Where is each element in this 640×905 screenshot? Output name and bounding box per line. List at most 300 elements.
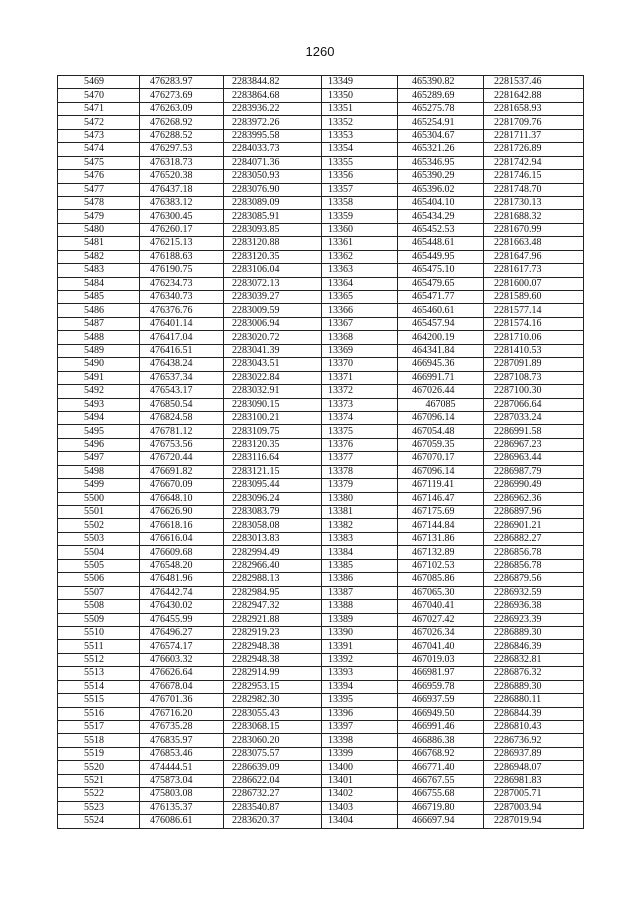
y-coordinate-2-cell: 2286937.89 — [484, 747, 584, 760]
point-id-cell: 5523 — [58, 801, 140, 814]
y-coordinate-2-cell: 2287019.94 — [484, 815, 584, 828]
table-row — [58, 156, 584, 169]
point-id-cell: 5515 — [58, 694, 140, 707]
y-coordinate-cell: 2282966.40 — [224, 559, 322, 572]
y-coordinate-2-cell: 2281617.73 — [484, 264, 584, 277]
point-id-2-cell: 13352 — [322, 116, 398, 129]
point-id-cell: 5481 — [58, 237, 140, 250]
y-coordinate-cell: 2283083.79 — [224, 506, 322, 519]
point-id-2-cell: 13395 — [322, 694, 398, 707]
y-coordinate-2-cell: 2287003.94 — [484, 801, 584, 814]
table-row — [58, 788, 584, 801]
y-coordinate-2-cell: 2281688.32 — [484, 210, 584, 223]
table-row — [58, 250, 584, 263]
x-coordinate-cell: 476188.63 — [140, 250, 224, 263]
y-coordinate-cell: 2283072.13 — [224, 277, 322, 290]
y-coordinate-cell: 2283076.90 — [224, 183, 322, 196]
x-coordinate-cell: 476263.09 — [140, 102, 224, 115]
y-coordinate-2-cell: 2286889.30 — [484, 626, 584, 639]
y-coordinate-2-cell: 2281746.15 — [484, 170, 584, 183]
point-id-cell: 5480 — [58, 223, 140, 236]
point-id-cell: 5498 — [58, 465, 140, 478]
table-row — [58, 694, 584, 707]
y-coordinate-2-cell: 2281710.06 — [484, 331, 584, 344]
y-coordinate-cell: 2283120.35 — [224, 250, 322, 263]
x-coordinate-2-cell: 467146.47 — [398, 492, 484, 505]
x-coordinate-cell: 476626.64 — [140, 667, 224, 680]
point-id-2-cell: 13374 — [322, 411, 398, 424]
y-coordinate-cell: 2282947.32 — [224, 600, 322, 613]
table-row — [58, 277, 584, 290]
y-coordinate-cell: 2283995.58 — [224, 129, 322, 142]
x-coordinate-2-cell: 465452.53 — [398, 223, 484, 236]
y-coordinate-cell: 2283120.88 — [224, 237, 322, 250]
x-coordinate-cell: 476574.17 — [140, 640, 224, 653]
point-id-cell: 5524 — [58, 815, 140, 828]
x-coordinate-2-cell: 465449.95 — [398, 250, 484, 263]
point-id-cell: 5469 — [58, 76, 140, 89]
x-coordinate-2-cell: 466959.78 — [398, 680, 484, 693]
y-coordinate-cell: 2284071.36 — [224, 156, 322, 169]
y-coordinate-2-cell: 2286879.56 — [484, 573, 584, 586]
point-id-2-cell: 13363 — [322, 264, 398, 277]
y-coordinate-2-cell: 2281748.70 — [484, 183, 584, 196]
table-row — [58, 411, 584, 424]
x-coordinate-2-cell: 465346.95 — [398, 156, 484, 169]
y-coordinate-2-cell: 2286876.32 — [484, 667, 584, 680]
point-id-2-cell: 13370 — [322, 358, 398, 371]
point-id-cell: 5474 — [58, 143, 140, 156]
point-id-2-cell: 13350 — [322, 89, 398, 102]
y-coordinate-2-cell: 2281670.99 — [484, 223, 584, 236]
x-coordinate-2-cell: 467059.35 — [398, 438, 484, 451]
x-coordinate-cell: 476376.76 — [140, 304, 224, 317]
y-coordinate-cell: 2283055.43 — [224, 707, 322, 720]
point-id-cell: 5502 — [58, 519, 140, 532]
x-coordinate-2-cell: 467041.40 — [398, 640, 484, 653]
y-coordinate-2-cell: 2281726.89 — [484, 143, 584, 156]
y-coordinate-cell: 2282948.38 — [224, 653, 322, 666]
x-coordinate-2-cell: 467054.48 — [398, 425, 484, 438]
point-id-cell: 5513 — [58, 667, 140, 680]
point-id-cell: 5496 — [58, 438, 140, 451]
x-coordinate-cell: 476616.04 — [140, 532, 224, 545]
point-id-cell: 5488 — [58, 331, 140, 344]
x-coordinate-cell: 476340.73 — [140, 291, 224, 304]
x-coordinate-cell: 476135.37 — [140, 801, 224, 814]
table-row — [58, 546, 584, 559]
point-id-cell: 5519 — [58, 747, 140, 760]
point-id-cell: 5510 — [58, 626, 140, 639]
x-coordinate-cell: 476401.14 — [140, 317, 224, 330]
table-row — [58, 479, 584, 492]
x-coordinate-cell: 476720.44 — [140, 452, 224, 465]
y-coordinate-cell: 2283106.04 — [224, 264, 322, 277]
x-coordinate-cell: 475803.08 — [140, 788, 224, 801]
point-id-cell: 5499 — [58, 479, 140, 492]
x-coordinate-2-cell: 465304.67 — [398, 129, 484, 142]
y-coordinate-2-cell: 2286967.23 — [484, 438, 584, 451]
table-row — [58, 425, 584, 438]
point-id-cell: 5472 — [58, 116, 140, 129]
point-id-cell: 5475 — [58, 156, 140, 169]
x-coordinate-cell: 476416.51 — [140, 344, 224, 357]
y-coordinate-cell: 2282921.88 — [224, 613, 322, 626]
x-coordinate-cell: 476670.09 — [140, 479, 224, 492]
point-id-2-cell: 13373 — [322, 398, 398, 411]
point-id-2-cell: 13361 — [322, 237, 398, 250]
table-row — [58, 586, 584, 599]
point-id-2-cell: 13384 — [322, 546, 398, 559]
table-row — [58, 438, 584, 451]
x-coordinate-2-cell: 467040.41 — [398, 600, 484, 613]
point-id-cell: 5518 — [58, 734, 140, 747]
x-coordinate-2-cell: 465390.29 — [398, 170, 484, 183]
point-id-2-cell: 13392 — [322, 653, 398, 666]
point-id-cell: 5484 — [58, 277, 140, 290]
y-coordinate-2-cell: 2287066.64 — [484, 398, 584, 411]
x-coordinate-cell: 476835.97 — [140, 734, 224, 747]
y-coordinate-cell: 2283058.08 — [224, 519, 322, 532]
x-coordinate-2-cell: 467096.14 — [398, 411, 484, 424]
point-id-cell: 5509 — [58, 613, 140, 626]
x-coordinate-cell: 476190.75 — [140, 264, 224, 277]
x-coordinate-cell: 476853.46 — [140, 747, 224, 760]
y-coordinate-2-cell: 2281537.46 — [484, 76, 584, 89]
table-row — [58, 344, 584, 357]
y-coordinate-cell: 2283089.09 — [224, 196, 322, 209]
point-id-2-cell: 13382 — [322, 519, 398, 532]
y-coordinate-cell: 2283009.59 — [224, 304, 322, 317]
table-row — [58, 801, 584, 814]
table-row — [58, 129, 584, 142]
point-id-2-cell: 13376 — [322, 438, 398, 451]
table-row — [58, 116, 584, 129]
point-id-cell: 5482 — [58, 250, 140, 263]
table-row — [58, 600, 584, 613]
x-coordinate-cell: 476268.92 — [140, 116, 224, 129]
x-coordinate-cell: 476824.58 — [140, 411, 224, 424]
x-coordinate-cell: 476283.97 — [140, 76, 224, 89]
table-row — [58, 291, 584, 304]
point-id-2-cell: 13390 — [322, 626, 398, 639]
y-coordinate-cell: 2283844.82 — [224, 76, 322, 89]
x-coordinate-2-cell: 466981.97 — [398, 667, 484, 680]
x-coordinate-2-cell: 466949.50 — [398, 707, 484, 720]
y-coordinate-2-cell: 2286948.07 — [484, 761, 584, 774]
table-row — [58, 264, 584, 277]
x-coordinate-2-cell: 467132.89 — [398, 546, 484, 559]
x-coordinate-2-cell: 465289.69 — [398, 89, 484, 102]
point-id-cell: 5487 — [58, 317, 140, 330]
x-coordinate-cell: 476215.13 — [140, 237, 224, 250]
x-coordinate-cell: 476318.73 — [140, 156, 224, 169]
y-coordinate-cell: 2283120.35 — [224, 438, 322, 451]
y-coordinate-2-cell: 2286736.92 — [484, 734, 584, 747]
point-id-2-cell: 13396 — [322, 707, 398, 720]
point-id-cell: 5514 — [58, 680, 140, 693]
x-coordinate-2-cell: 465471.77 — [398, 291, 484, 304]
y-coordinate-cell: 2283041.39 — [224, 344, 322, 357]
point-id-2-cell: 13383 — [322, 532, 398, 545]
y-coordinate-2-cell: 2286991.58 — [484, 425, 584, 438]
table-row — [58, 210, 584, 223]
table-row — [58, 452, 584, 465]
x-coordinate-cell: 476086.61 — [140, 815, 224, 828]
x-coordinate-2-cell: 466719.80 — [398, 801, 484, 814]
y-coordinate-cell: 2282919.23 — [224, 626, 322, 639]
y-coordinate-cell: 2283090.15 — [224, 398, 322, 411]
point-id-cell: 5489 — [58, 344, 140, 357]
table-row — [58, 707, 584, 720]
y-coordinate-2-cell: 2281711.37 — [484, 129, 584, 142]
y-coordinate-cell: 2283013.83 — [224, 532, 322, 545]
point-id-2-cell: 13356 — [322, 170, 398, 183]
x-coordinate-cell: 476716.20 — [140, 707, 224, 720]
x-coordinate-2-cell: 466945.36 — [398, 358, 484, 371]
x-coordinate-2-cell: 467070.17 — [398, 452, 484, 465]
x-coordinate-cell: 476753.56 — [140, 438, 224, 451]
point-id-cell: 5500 — [58, 492, 140, 505]
table-row — [58, 89, 584, 102]
point-id-cell: 5517 — [58, 721, 140, 734]
point-id-2-cell: 13394 — [322, 680, 398, 693]
y-coordinate-cell: 2282953.15 — [224, 680, 322, 693]
table-row — [58, 183, 584, 196]
x-coordinate-2-cell: 466937.59 — [398, 694, 484, 707]
x-coordinate-cell: 476850.54 — [140, 398, 224, 411]
x-coordinate-cell: 476735.28 — [140, 721, 224, 734]
y-coordinate-2-cell: 2281730.13 — [484, 196, 584, 209]
y-coordinate-2-cell: 2286936.38 — [484, 600, 584, 613]
y-coordinate-cell: 2282948.38 — [224, 640, 322, 653]
coordinates-table-body — [58, 76, 584, 829]
y-coordinate-cell: 2283068.15 — [224, 721, 322, 734]
point-id-2-cell: 13404 — [322, 815, 398, 828]
point-id-2-cell: 13354 — [322, 143, 398, 156]
y-coordinate-cell: 2283085.91 — [224, 210, 322, 223]
table-row — [58, 304, 584, 317]
point-id-cell: 5492 — [58, 385, 140, 398]
point-id-cell: 5522 — [58, 788, 140, 801]
point-id-2-cell: 13389 — [322, 613, 398, 626]
point-id-2-cell: 13357 — [322, 183, 398, 196]
y-coordinate-cell: 2283006.94 — [224, 317, 322, 330]
y-coordinate-2-cell: 2286832.81 — [484, 653, 584, 666]
y-coordinate-cell: 2283540.87 — [224, 801, 322, 814]
point-id-cell: 5495 — [58, 425, 140, 438]
y-coordinate-2-cell: 2286923.39 — [484, 613, 584, 626]
y-coordinate-cell: 2283116.64 — [224, 452, 322, 465]
point-id-2-cell: 13364 — [322, 277, 398, 290]
y-coordinate-2-cell: 2286880.11 — [484, 694, 584, 707]
table-row — [58, 613, 584, 626]
point-id-2-cell: 13360 — [322, 223, 398, 236]
y-coordinate-cell: 2283093.85 — [224, 223, 322, 236]
y-coordinate-cell: 2283043.51 — [224, 358, 322, 371]
x-coordinate-2-cell: 466697.94 — [398, 815, 484, 828]
y-coordinate-cell: 2286732.27 — [224, 788, 322, 801]
point-id-2-cell: 13366 — [322, 304, 398, 317]
point-id-cell: 5503 — [58, 532, 140, 545]
point-id-cell: 5473 — [58, 129, 140, 142]
y-coordinate-cell: 2282988.13 — [224, 573, 322, 586]
point-id-cell: 5511 — [58, 640, 140, 653]
point-id-2-cell: 13358 — [322, 196, 398, 209]
x-coordinate-2-cell: 465321.26 — [398, 143, 484, 156]
point-id-2-cell: 13368 — [322, 331, 398, 344]
point-id-2-cell: 13386 — [322, 573, 398, 586]
table-row — [58, 653, 584, 666]
y-coordinate-cell: 2283020.72 — [224, 331, 322, 344]
x-coordinate-cell: 475873.04 — [140, 774, 224, 787]
table-row — [58, 506, 584, 519]
x-coordinate-cell: 476520.38 — [140, 170, 224, 183]
x-coordinate-2-cell: 467085.86 — [398, 573, 484, 586]
x-coordinate-cell: 476297.53 — [140, 143, 224, 156]
x-coordinate-2-cell: 466991.71 — [398, 371, 484, 384]
table-row — [58, 371, 584, 384]
point-id-2-cell: 13403 — [322, 801, 398, 814]
y-coordinate-cell: 2283936.22 — [224, 102, 322, 115]
x-coordinate-cell: 476496.27 — [140, 626, 224, 639]
point-id-cell: 5507 — [58, 586, 140, 599]
table-row — [58, 761, 584, 774]
y-coordinate-2-cell: 2286987.79 — [484, 465, 584, 478]
y-coordinate-2-cell: 2286856.78 — [484, 559, 584, 572]
point-id-2-cell: 13371 — [322, 371, 398, 384]
point-id-2-cell: 13372 — [322, 385, 398, 398]
y-coordinate-2-cell: 2286990.49 — [484, 479, 584, 492]
point-id-2-cell: 13388 — [322, 600, 398, 613]
table-row — [58, 358, 584, 371]
x-coordinate-2-cell: 467102.53 — [398, 559, 484, 572]
x-coordinate-2-cell: 464200.19 — [398, 331, 484, 344]
point-id-2-cell: 13367 — [322, 317, 398, 330]
y-coordinate-2-cell: 2281589.60 — [484, 291, 584, 304]
x-coordinate-2-cell: 466755.68 — [398, 788, 484, 801]
point-id-cell: 5491 — [58, 371, 140, 384]
x-coordinate-2-cell: 465396.02 — [398, 183, 484, 196]
point-id-cell: 5504 — [58, 546, 140, 559]
x-coordinate-cell: 476288.52 — [140, 129, 224, 142]
point-id-cell: 5485 — [58, 291, 140, 304]
point-id-cell: 5471 — [58, 102, 140, 115]
x-coordinate-cell: 476609.68 — [140, 546, 224, 559]
y-coordinate-2-cell: 2281742.94 — [484, 156, 584, 169]
y-coordinate-cell: 2286622.04 — [224, 774, 322, 787]
point-id-2-cell: 13362 — [322, 250, 398, 263]
x-coordinate-cell: 476260.17 — [140, 223, 224, 236]
x-coordinate-2-cell: 465457.94 — [398, 317, 484, 330]
x-coordinate-2-cell: 465475.10 — [398, 264, 484, 277]
x-coordinate-cell: 476430.02 — [140, 600, 224, 613]
point-id-2-cell: 13401 — [322, 774, 398, 787]
x-coordinate-cell: 476438.24 — [140, 358, 224, 371]
y-coordinate-2-cell: 2287108.73 — [484, 371, 584, 384]
point-id-cell: 5477 — [58, 183, 140, 196]
x-coordinate-cell: 476234.73 — [140, 277, 224, 290]
y-coordinate-cell: 2284033.73 — [224, 143, 322, 156]
x-coordinate-2-cell: 466767.55 — [398, 774, 484, 787]
x-coordinate-2-cell: 466768.92 — [398, 747, 484, 760]
table-row — [58, 573, 584, 586]
point-id-cell: 5478 — [58, 196, 140, 209]
x-coordinate-2-cell: 467096.14 — [398, 465, 484, 478]
x-coordinate-cell: 476437.18 — [140, 183, 224, 196]
y-coordinate-2-cell: 2281574.16 — [484, 317, 584, 330]
x-coordinate-2-cell: 465275.78 — [398, 102, 484, 115]
point-id-2-cell: 13351 — [322, 102, 398, 115]
x-coordinate-cell: 476300.45 — [140, 210, 224, 223]
table-row — [58, 465, 584, 478]
y-coordinate-2-cell: 2286882.27 — [484, 532, 584, 545]
point-id-cell: 5516 — [58, 707, 140, 720]
y-coordinate-2-cell: 2281642.88 — [484, 89, 584, 102]
y-coordinate-cell: 2283121.15 — [224, 465, 322, 478]
point-id-2-cell: 13402 — [322, 788, 398, 801]
table-row — [58, 196, 584, 209]
x-coordinate-cell: 476273.69 — [140, 89, 224, 102]
point-id-2-cell: 13369 — [322, 344, 398, 357]
table-row — [58, 223, 584, 236]
y-coordinate-cell: 2283095.44 — [224, 479, 322, 492]
table-row — [58, 317, 584, 330]
x-coordinate-cell: 476691.82 — [140, 465, 224, 478]
x-coordinate-2-cell: 467026.34 — [398, 626, 484, 639]
y-coordinate-2-cell: 2286901.21 — [484, 519, 584, 532]
table-row — [58, 519, 584, 532]
y-coordinate-2-cell: 2286932.59 — [484, 586, 584, 599]
x-coordinate-cell: 476701.36 — [140, 694, 224, 707]
table-row — [58, 492, 584, 505]
point-id-2-cell: 13380 — [322, 492, 398, 505]
y-coordinate-2-cell: 2281647.96 — [484, 250, 584, 263]
x-coordinate-2-cell: 467131.86 — [398, 532, 484, 545]
x-coordinate-2-cell: 467085 — [398, 398, 484, 411]
point-id-cell: 5506 — [58, 573, 140, 586]
point-id-2-cell: 13375 — [322, 425, 398, 438]
point-id-2-cell: 13391 — [322, 640, 398, 653]
point-id-cell: 5483 — [58, 264, 140, 277]
point-id-2-cell: 13377 — [322, 452, 398, 465]
table-row — [58, 815, 584, 828]
y-coordinate-cell: 2283060.20 — [224, 734, 322, 747]
y-coordinate-cell: 2283032.91 — [224, 385, 322, 398]
x-coordinate-cell: 476543.17 — [140, 385, 224, 398]
x-coordinate-cell: 476678.04 — [140, 680, 224, 693]
point-id-2-cell: 13398 — [322, 734, 398, 747]
y-coordinate-cell: 2283620.37 — [224, 815, 322, 828]
y-coordinate-2-cell: 2287100.30 — [484, 385, 584, 398]
table-row — [58, 721, 584, 734]
point-id-2-cell: 13385 — [322, 559, 398, 572]
table-row — [58, 680, 584, 693]
x-coordinate-cell: 476548.20 — [140, 559, 224, 572]
point-id-cell: 5479 — [58, 210, 140, 223]
table-row — [58, 385, 584, 398]
point-id-2-cell: 13365 — [322, 291, 398, 304]
x-coordinate-cell: 476417.04 — [140, 331, 224, 344]
y-coordinate-cell: 2283864.68 — [224, 89, 322, 102]
y-coordinate-cell: 2283075.57 — [224, 747, 322, 760]
y-coordinate-2-cell: 2286897.96 — [484, 506, 584, 519]
y-coordinate-2-cell: 2286810.43 — [484, 721, 584, 734]
point-id-cell: 5494 — [58, 411, 140, 424]
y-coordinate-cell: 2282914.99 — [224, 667, 322, 680]
y-coordinate-cell: 2283096.24 — [224, 492, 322, 505]
point-id-cell: 5501 — [58, 506, 140, 519]
